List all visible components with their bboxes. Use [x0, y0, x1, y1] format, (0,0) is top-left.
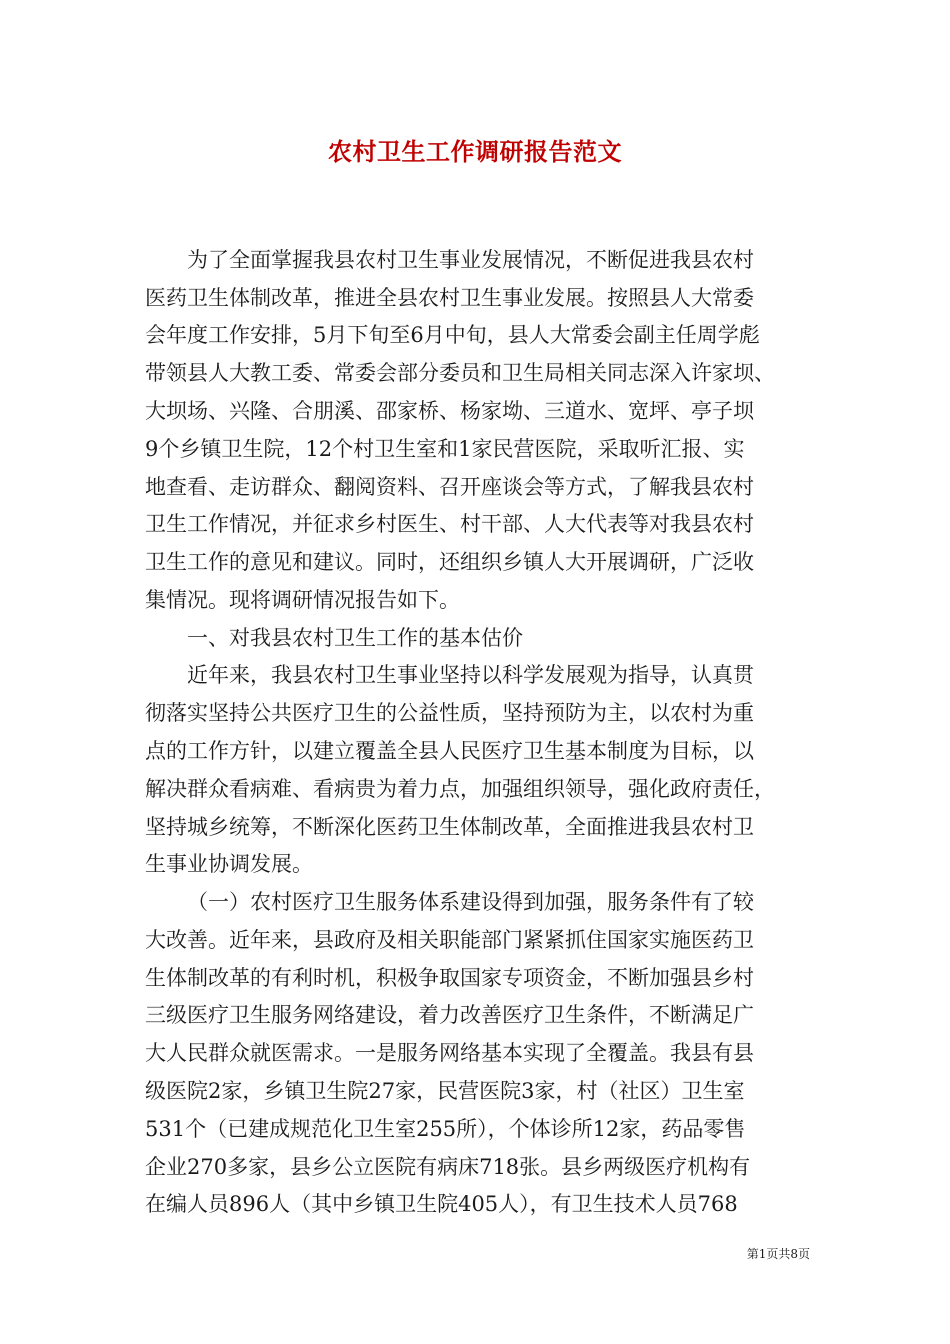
body-line: 卫生工作的意见和建议。同时，还组织乡镇人大开展调研，广泛收 — [145, 550, 754, 574]
body-line: 地查看、走访群众、翻阅资料、召开座谈会等方式，了解我县农村 — [145, 475, 754, 499]
body-line: 531个（已建成规范化卫生室255所），个体诊所12家，药品零售 — [145, 1117, 746, 1141]
body-line: 为了全面掌握我县农村卫生事业发展情况，不断促进我县农村 — [187, 248, 754, 272]
subsection-line: （一）农村医疗卫生服务体系建设得到加强，服务条件有了较 — [187, 890, 754, 914]
body-line: 坚持城乡统筹，不断深化医药卫生体制改革，全面推进我县农村卫 — [145, 815, 754, 839]
body-line: 三级医疗卫生服务网络建设，着力改善医疗卫生条件，不断满足广 — [145, 1003, 754, 1027]
body-line: 在编人员896人（其中乡镇卫生院405人），有卫生技术人员768 — [145, 1192, 738, 1216]
body-line: 卫生工作情况，并征求乡村医生、村干部、人大代表等对我县农村 — [145, 512, 754, 536]
body-line: 大坝场、兴隆、合朋溪、邵家桥、杨家坳、三道水、宽坪、亭子坝 — [145, 399, 754, 423]
body-line: 大改善。近年来，县政府及相关职能部门紧紧抓住国家实施医药卫 — [145, 928, 754, 952]
body-line: 带领县人大教工委、常委会部分委员和卫生局相关同志深入许家坝、 — [145, 361, 775, 385]
body-line: 医药卫生体制改革，推进全县农村卫生事业发展。按照县人大常委 — [145, 286, 754, 310]
body-line: 生体制改革的有利时机，积极争取国家专项资金，不断加强县乡村 — [145, 966, 754, 990]
body-line: 近年来，我县农村卫生事业坚持以科学发展观为指导，认真贯 — [187, 663, 754, 687]
body-line: 企业270多家，县乡公立医院有病床718张。县乡两级医疗机构有 — [145, 1155, 751, 1179]
section-heading: 一、对我县农村卫生工作的基本估价 — [187, 626, 523, 650]
body-line: 会年度工作安排，5月下旬至6月中旬，县人大常委会副主任周学彪 — [145, 323, 760, 347]
body-line: 集情况。现将调研情况报告如下。 — [145, 588, 460, 612]
page-number: 第1页共8页 — [746, 1247, 810, 1261]
body-line: 级医院2家，乡镇卫生院27家，民营医院3家，村（社区）卫生室 — [145, 1079, 745, 1103]
body-line: 点的工作方针，以建立覆盖全县人民医疗卫生基本制度为目标，以 — [145, 739, 754, 763]
body-line: 生事业协调发展。 — [145, 852, 313, 876]
body-line: 解决群众看病难、看病贵为着力点，加强组织领导，强化政府责任， — [145, 777, 775, 801]
body-line: 9个乡镇卫生院，12个村卫生室和1家民营医院，采取听汇报、实 — [145, 437, 745, 461]
body-line: 大人民群众就医需求。一是服务网络基本实现了全覆盖。我县有县 — [145, 1041, 754, 1065]
document-title: 农村卫生工作调研报告范文 — [328, 137, 622, 166]
body-line: 彻落实坚持公共医疗卫生的公益性质，坚持预防为主，以农村为重 — [145, 701, 754, 725]
